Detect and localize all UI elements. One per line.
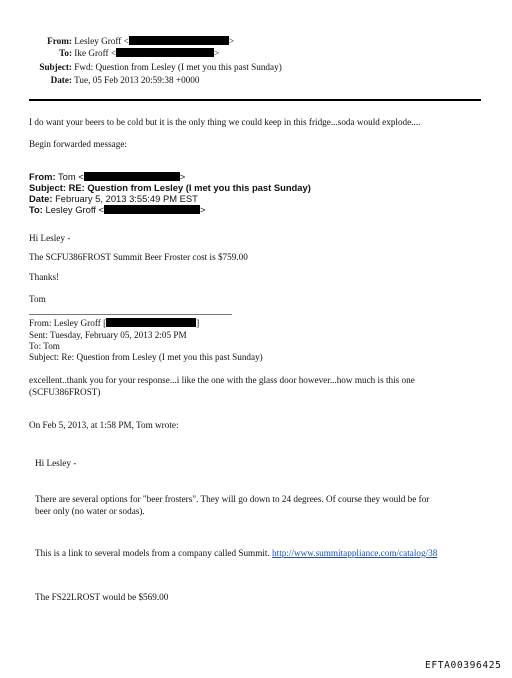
header-from-value: Lesley Groff <	[74, 36, 129, 46]
tom-greeting: Hi Lesley -	[29, 233, 71, 243]
fwd-date-row	[29, 193, 198, 204]
lesley-reply-line1: excellent..thank you for your response...i like the one with the glass door however...how much is this one	[29, 375, 415, 385]
redaction-bar	[106, 318, 196, 327]
quote-divider	[29, 314, 232, 315]
body-intro: I do want your beers to be cold but it is the only thing we could keep in this fridge...soda would explode....	[29, 117, 421, 127]
redaction-bar	[129, 36, 229, 45]
header-to-row	[0, 48, 219, 59]
fwd-from-close: >	[179, 171, 186, 182]
fwd-subject-label: Subject:	[29, 182, 66, 193]
earlier-greeting: Hi Lesley -	[35, 458, 77, 468]
fwd-from-value: Tom <	[58, 171, 84, 182]
earlier-link-row	[35, 548, 437, 559]
header-to-value: Ike Groff <	[74, 48, 117, 58]
quoted-subject: Subject: Re: Question from Lesley (I met you this past Sunday)	[29, 352, 263, 362]
header-from-close: >	[228, 36, 234, 46]
quoted-from-close: ]	[196, 318, 200, 328]
fwd-to-close: >	[199, 204, 206, 215]
fwd-to-label: To:	[29, 204, 43, 215]
redaction-bar	[84, 172, 180, 181]
earlier-link-intro: This is a link to several models from a company called Summit.	[35, 548, 270, 558]
earlier-wrote-line: On Feb 5, 2013, at 1:58 PM, Tom wrote:	[29, 420, 179, 430]
fwd-from-row	[29, 171, 185, 182]
header-date-label: Date:	[50, 75, 72, 85]
quoted-from: From: Lesley Groff [	[29, 318, 107, 328]
earlier-para1-line2: beer only (no water or sodas).	[35, 506, 145, 516]
fwd-to-row	[29, 204, 205, 215]
tom-price-line: The SCFU386FROST Summit Beer Froster cost is $759.00	[29, 252, 248, 262]
header-to-close: >	[214, 48, 220, 58]
header-to-label: To:	[59, 48, 72, 58]
tom-signature: Tom	[29, 294, 46, 304]
fwd-date-value: February 5, 2013 3:55:49 PM EST	[55, 193, 198, 204]
quoted-from-row	[29, 318, 199, 329]
summit-catalog-link[interactable]: http://www.summitappliance.com/catalog/38	[272, 548, 438, 558]
earlier-price-line: The FS22LROST would be $569.00	[35, 592, 169, 602]
fwd-to-value: Lesley Groff <	[45, 204, 104, 215]
tom-thanks: Thanks!	[29, 272, 60, 282]
header-subject-label: Subject:	[39, 62, 72, 72]
quoted-sent: Sent: Tuesday, February 05, 2013 2:05 PM	[29, 330, 187, 340]
fwd-subject-value: RE: Question from Lesley (I met you this past Sunday)	[68, 182, 311, 193]
redaction-bar	[104, 205, 200, 214]
begin-forwarded: Begin forwarded message:	[29, 139, 127, 149]
document-id: EFTA00396425	[425, 660, 502, 671]
header-from-row	[0, 36, 234, 47]
fwd-date-label: Date:	[29, 193, 53, 204]
header-date-row	[0, 75, 199, 86]
quoted-to: To: Tom	[29, 341, 60, 351]
header-date-value: Tue, 05 Feb 2013 20:59:38 +0000	[74, 75, 200, 85]
fwd-from-label: From:	[29, 171, 56, 182]
lesley-reply-line2: (SCFU386FROST)	[29, 387, 101, 397]
header-subject-value: Fwd: Question from Lesley (I met you this past Sunday)	[74, 62, 282, 72]
fwd-subject-row	[29, 182, 311, 193]
header-subject-row	[0, 62, 282, 73]
header-divider	[29, 99, 481, 101]
redaction-bar	[116, 48, 214, 57]
header-from-label: From:	[47, 36, 72, 46]
earlier-para1-line1: There are several options for "beer frosters". They will go down to 24 degrees. Of course they would be for	[35, 494, 430, 504]
